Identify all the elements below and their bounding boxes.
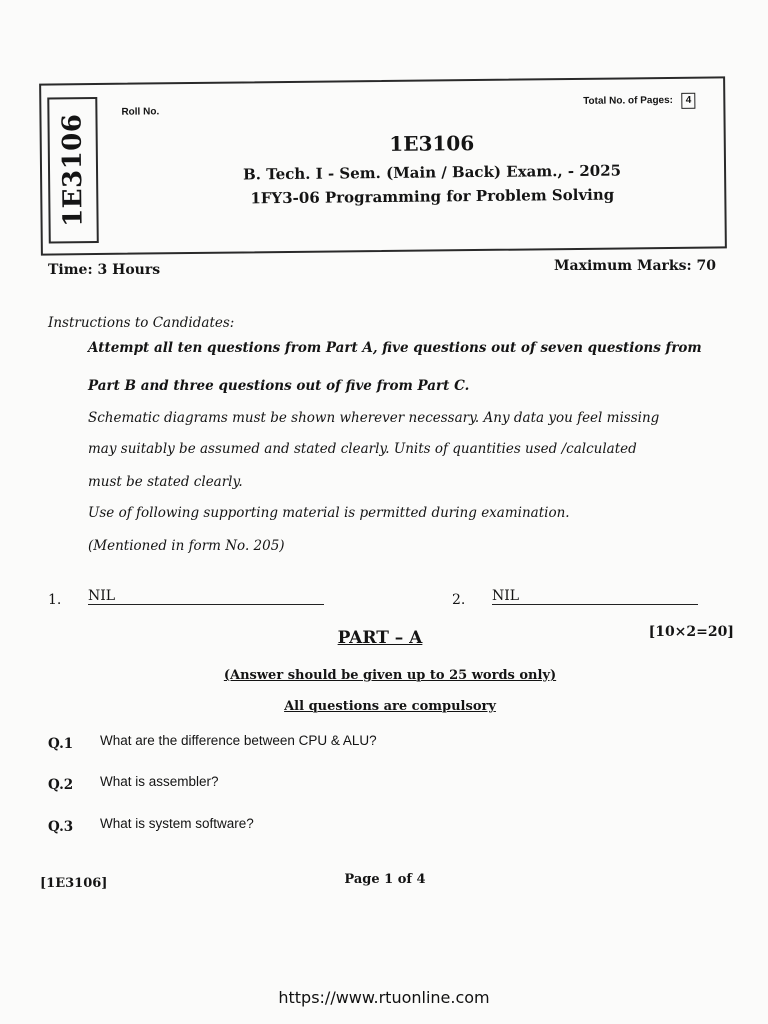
question-number: Q.1 — [48, 736, 74, 752]
question-text: What is assembler? — [100, 774, 219, 789]
paper-code: 1E3106 — [389, 131, 475, 156]
material-number: 2. — [452, 592, 466, 608]
part-a-compulsory-note: All questions are compulsory — [284, 699, 496, 714]
material-number: 1. — [48, 592, 62, 608]
paper-code-vertical-box — [47, 97, 99, 244]
subject-title: 1FY3-06 Programming for Problem Solving — [250, 185, 615, 208]
question-text: What are the difference between CPU & ALU? — [100, 733, 377, 748]
instruction-line: may suitably be assumed and stated clearly. Units of quantities used /calculated — [88, 441, 637, 457]
exam-title: B. Tech. I - Sem. (Main / Back) Exam., - 2025 — [242, 161, 622, 184]
maximum-marks: Maximum Marks: 70 — [554, 258, 716, 274]
instruction-line: Attempt all ten questions from Part A, five questions out of seven questions from — [88, 340, 702, 356]
part-a-marks: [10×2=20] — [648, 624, 734, 640]
material-value: NIL — [492, 588, 698, 605]
question-number: Q.2 — [48, 777, 74, 793]
paper-code-vertical: 1E3106 — [57, 113, 89, 228]
question-number: Q.3 — [48, 819, 74, 835]
material-value: NIL — [88, 588, 324, 605]
roll-no-label: Roll No. — [121, 106, 160, 118]
instruction-line: (Mentioned in form No. 205) — [88, 538, 285, 554]
total-pages-value: 4 — [682, 93, 696, 109]
instructions-title: Instructions to Candidates: — [48, 315, 235, 331]
instruction-line: must be stated clearly. — [88, 474, 243, 490]
header-box — [39, 76, 727, 255]
page-number: Page 1 of 4 — [344, 872, 426, 887]
footer-paper-code: [1E3106] — [40, 876, 108, 891]
exam-time: Time: 3 Hours — [48, 262, 161, 278]
source-url: https://www.rtuonline.com — [278, 988, 490, 1007]
part-a-title: PART – A — [337, 628, 423, 648]
instruction-line: Use of following supporting material is permitted during examination. — [88, 505, 570, 521]
instruction-line: Schematic diagrams must be shown wherever necessary. Any data you feel missing — [88, 410, 660, 426]
total-pages-label: Total No. of Pages: — [583, 94, 674, 107]
instruction-line: Part B and three questions out of five from Part C. — [88, 378, 470, 394]
question-text: What is system software? — [100, 816, 254, 831]
total-pages — [583, 93, 695, 110]
part-a-word-limit-note: (Answer should be given up to 25 words only) — [223, 668, 557, 683]
